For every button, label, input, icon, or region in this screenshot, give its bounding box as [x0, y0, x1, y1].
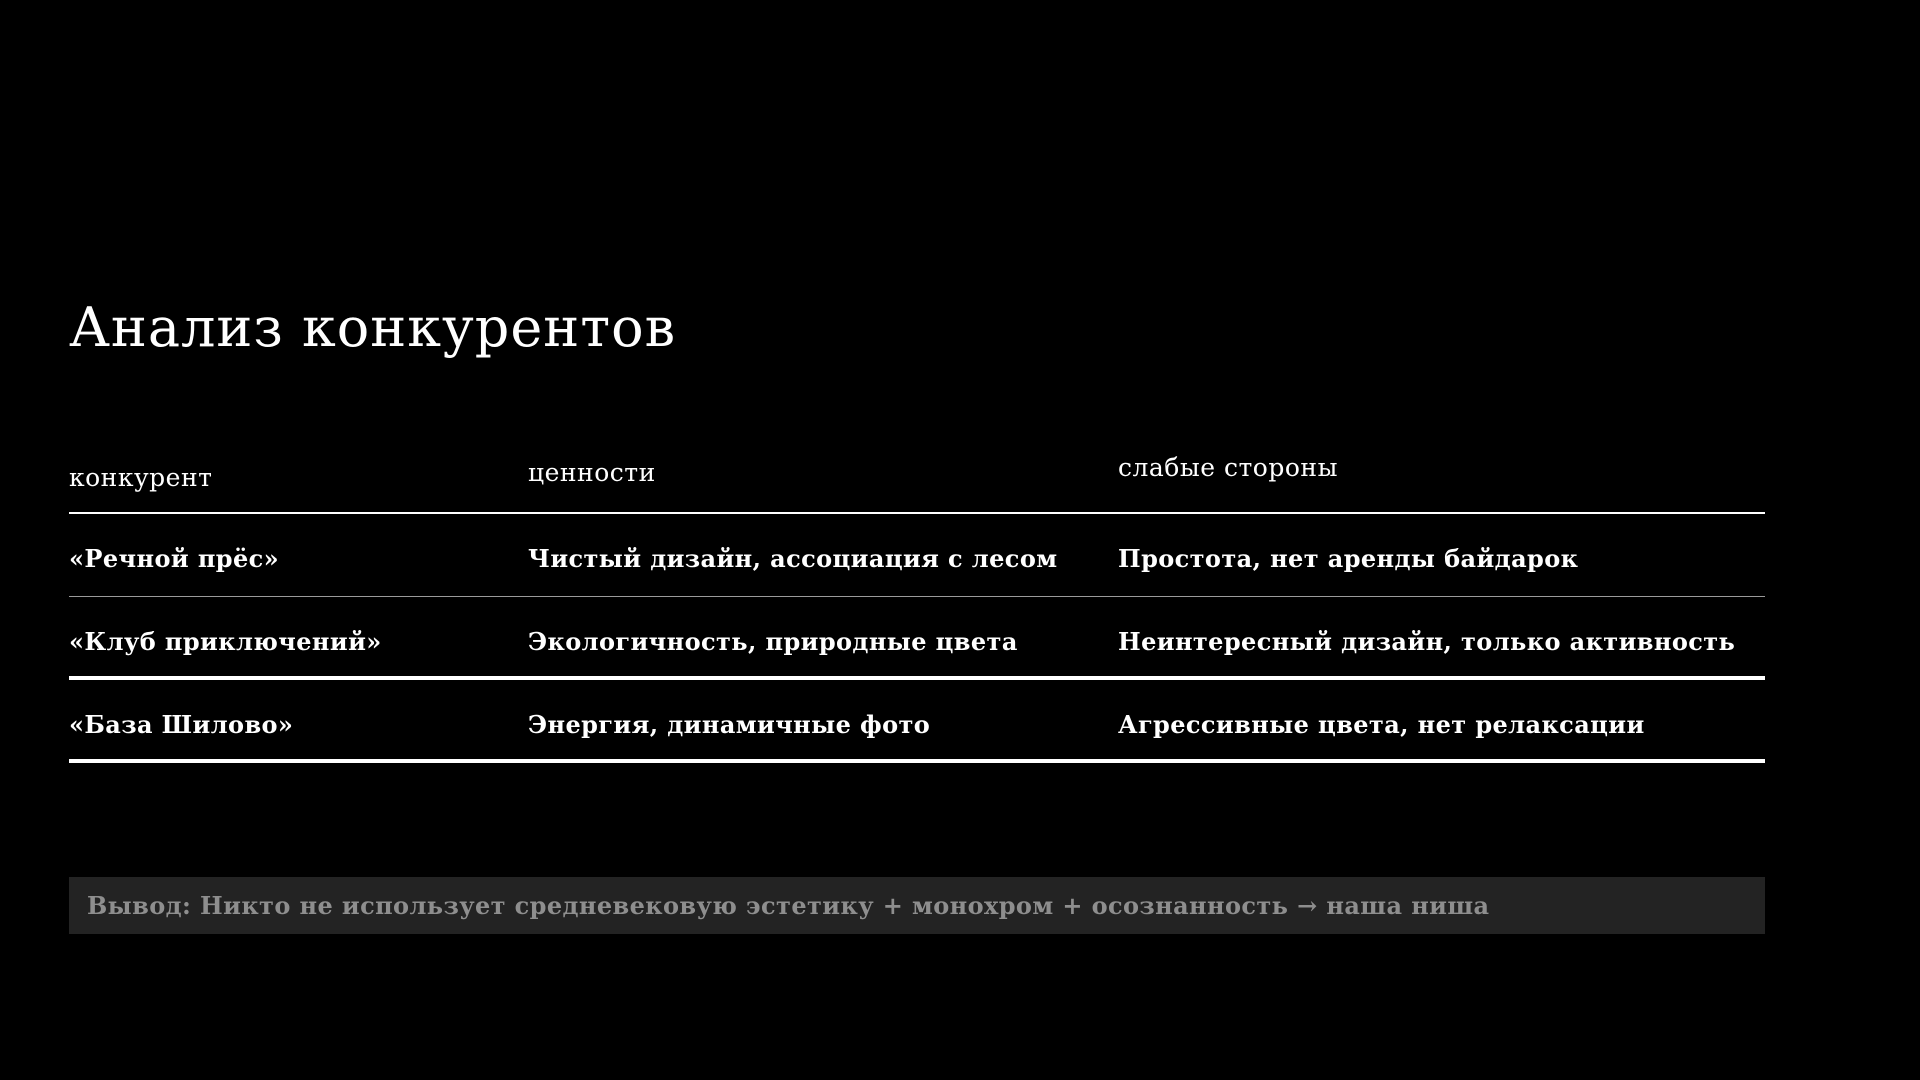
competitor-values: Энергия, динамичные фото — [528, 710, 931, 739]
competitor-weaknesses: Неинтересный дизайн, только активность — [1118, 627, 1736, 656]
table-row — [69, 680, 1765, 763]
conclusion-box: Вывод: Никто не использует средневековую эстетику + монохром + осознанность → наша ниша — [69, 877, 1765, 934]
competitor-name: «База Шилово» — [69, 710, 294, 739]
competitor-weaknesses: Агрессивные цвета, нет релаксации — [1118, 710, 1645, 739]
competitor-name: «Речной прёс» — [69, 544, 280, 573]
competitor-table — [69, 452, 1765, 763]
table-row — [69, 514, 1765, 597]
competitor-weaknesses: Простота, нет аренды байдарок — [1118, 544, 1579, 573]
table-row — [69, 597, 1765, 680]
header-values: ценности — [528, 458, 656, 487]
competitor-values: Чистый дизайн, ассоциация с лесом — [528, 544, 1058, 573]
competitor-values: Экологичность, природные цвета — [528, 627, 1018, 656]
table-header-row — [69, 452, 1765, 514]
competitor-name: «Клуб приключений» — [69, 627, 382, 656]
slide-title: Анализ конкурентов — [69, 296, 677, 359]
header-weaknesses: слабые стороны — [1118, 453, 1338, 482]
header-competitor: конкурент — [69, 463, 213, 492]
